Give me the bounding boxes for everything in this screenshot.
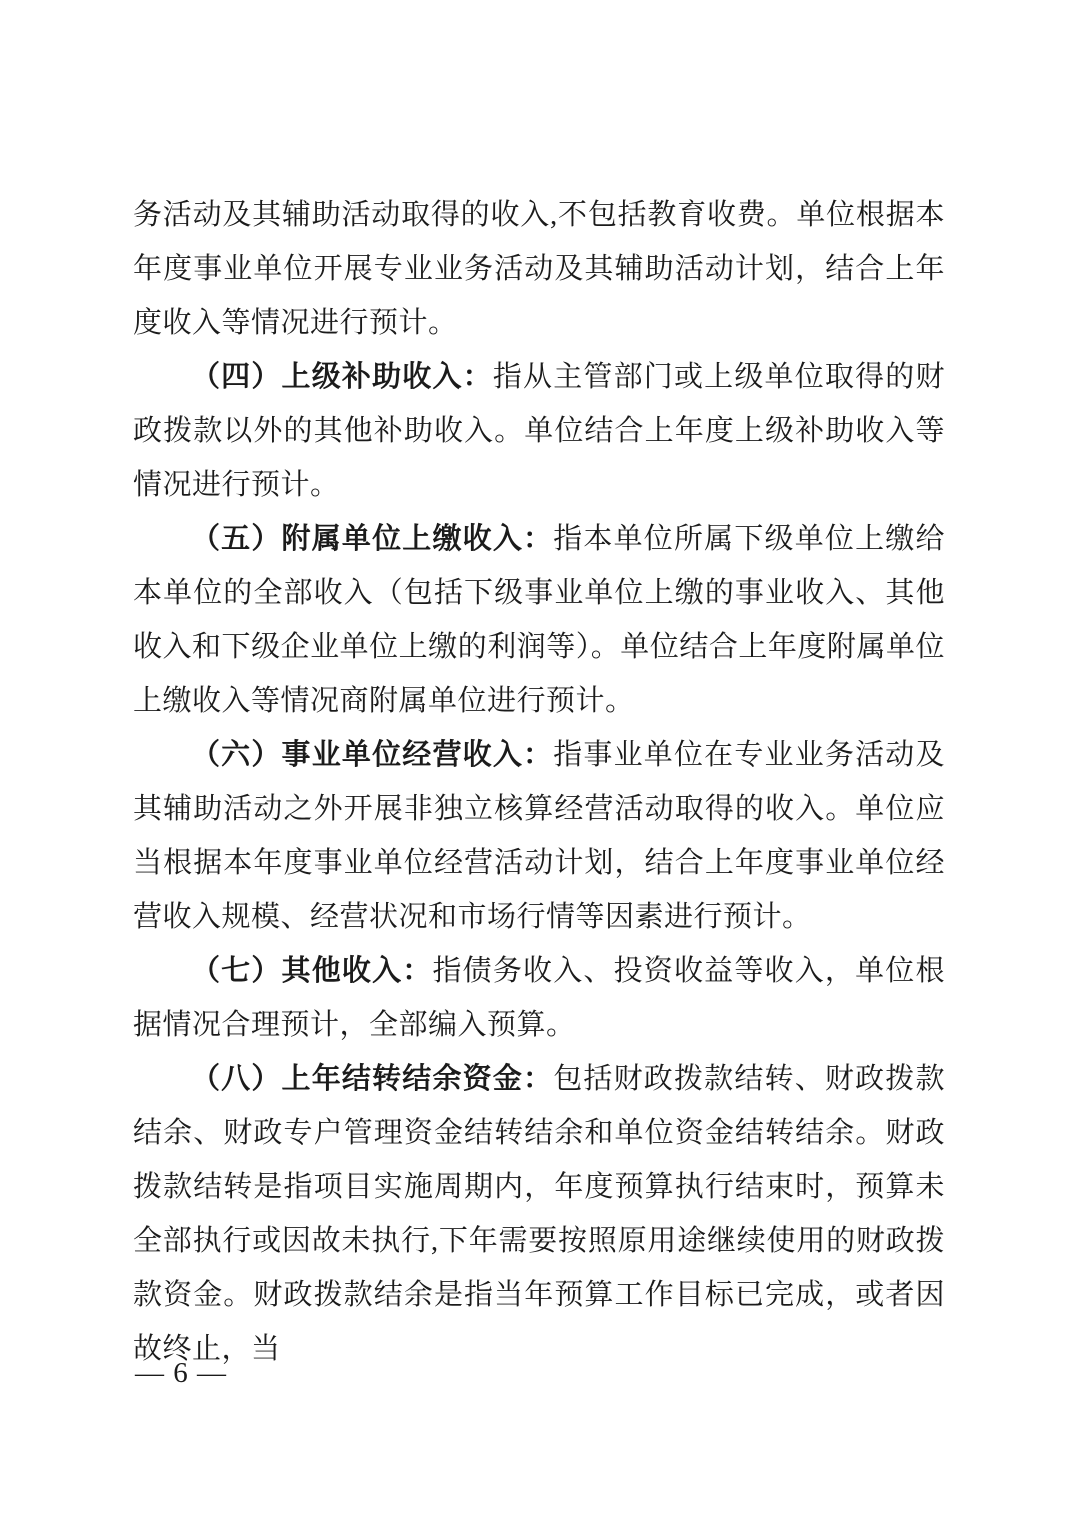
paragraph-text: 指事业单位在专业业务活动及其辅助活动之外开展非独立核算经营活动取得的收入。单位应当根据本年度事业单位经营活动计划，结合上年度事业单位经营收入规模、经营状况和市场行情等因素进行预计。: [133, 739, 945, 933]
paragraph-item-7: [133, 944, 945, 1052]
paragraph-lead: （六）事业单位经营收入：: [191, 739, 554, 771]
paragraph-lead: （八）上年结转结余资金：: [191, 1063, 554, 1095]
paragraph-lead: （五）附属单位上缴收入：: [191, 523, 554, 555]
paragraph-lead: （七）其他收入：: [191, 955, 433, 987]
document-body: [133, 188, 945, 1376]
page-number-label: — 6 —: [135, 1357, 227, 1389]
paragraph-item-6: [133, 728, 945, 944]
paragraph-text: 指本单位所属下级单位上缴给本单位的全部收入（包括下级事业单位上缴的事业收入、其他收入和下级企业单位上缴的利润等）。单位结合上年度附属单位上缴收入等情况商附属单位进行预计。: [133, 523, 945, 717]
paragraph-item-4: [133, 350, 945, 512]
paragraph-lead: （四）上级补助收入：: [191, 361, 493, 393]
paragraph-item-5: [133, 512, 945, 728]
paragraph-text: 指债务收入、投资收益等收入，单位根据情况合理预计，全部编入预算。: [133, 955, 945, 1041]
paragraph-text: 务活动及其辅助活动取得的收入,不包括教育收费。单位根据本年度事业单位开展专业业务活动及其辅助活动计划，结合上年度收入等情况进行预计。: [133, 199, 945, 339]
paragraph-continuation: [133, 188, 945, 350]
page-number: [135, 1353, 227, 1393]
paragraph-item-8: [133, 1052, 945, 1376]
paragraph-text: 包括财政拨款结转、财政拨款结余、财政专户管理资金结转结余和单位资金结转结余。财政拨款结转是指项目实施周期内，年度预算执行结束时，预算未全部执行或因故未执行,下年需要按照原用途继续使用的财政拨款资金。财政拨款结余是指当年预算工作目标已完成，或者因故终止，当: [133, 1063, 945, 1365]
paragraph-text: 指从主管部门或上级单位取得的财政拨款以外的其他补助收入。单位结合上年度上级补助收入等情况进行预计。: [133, 361, 945, 501]
